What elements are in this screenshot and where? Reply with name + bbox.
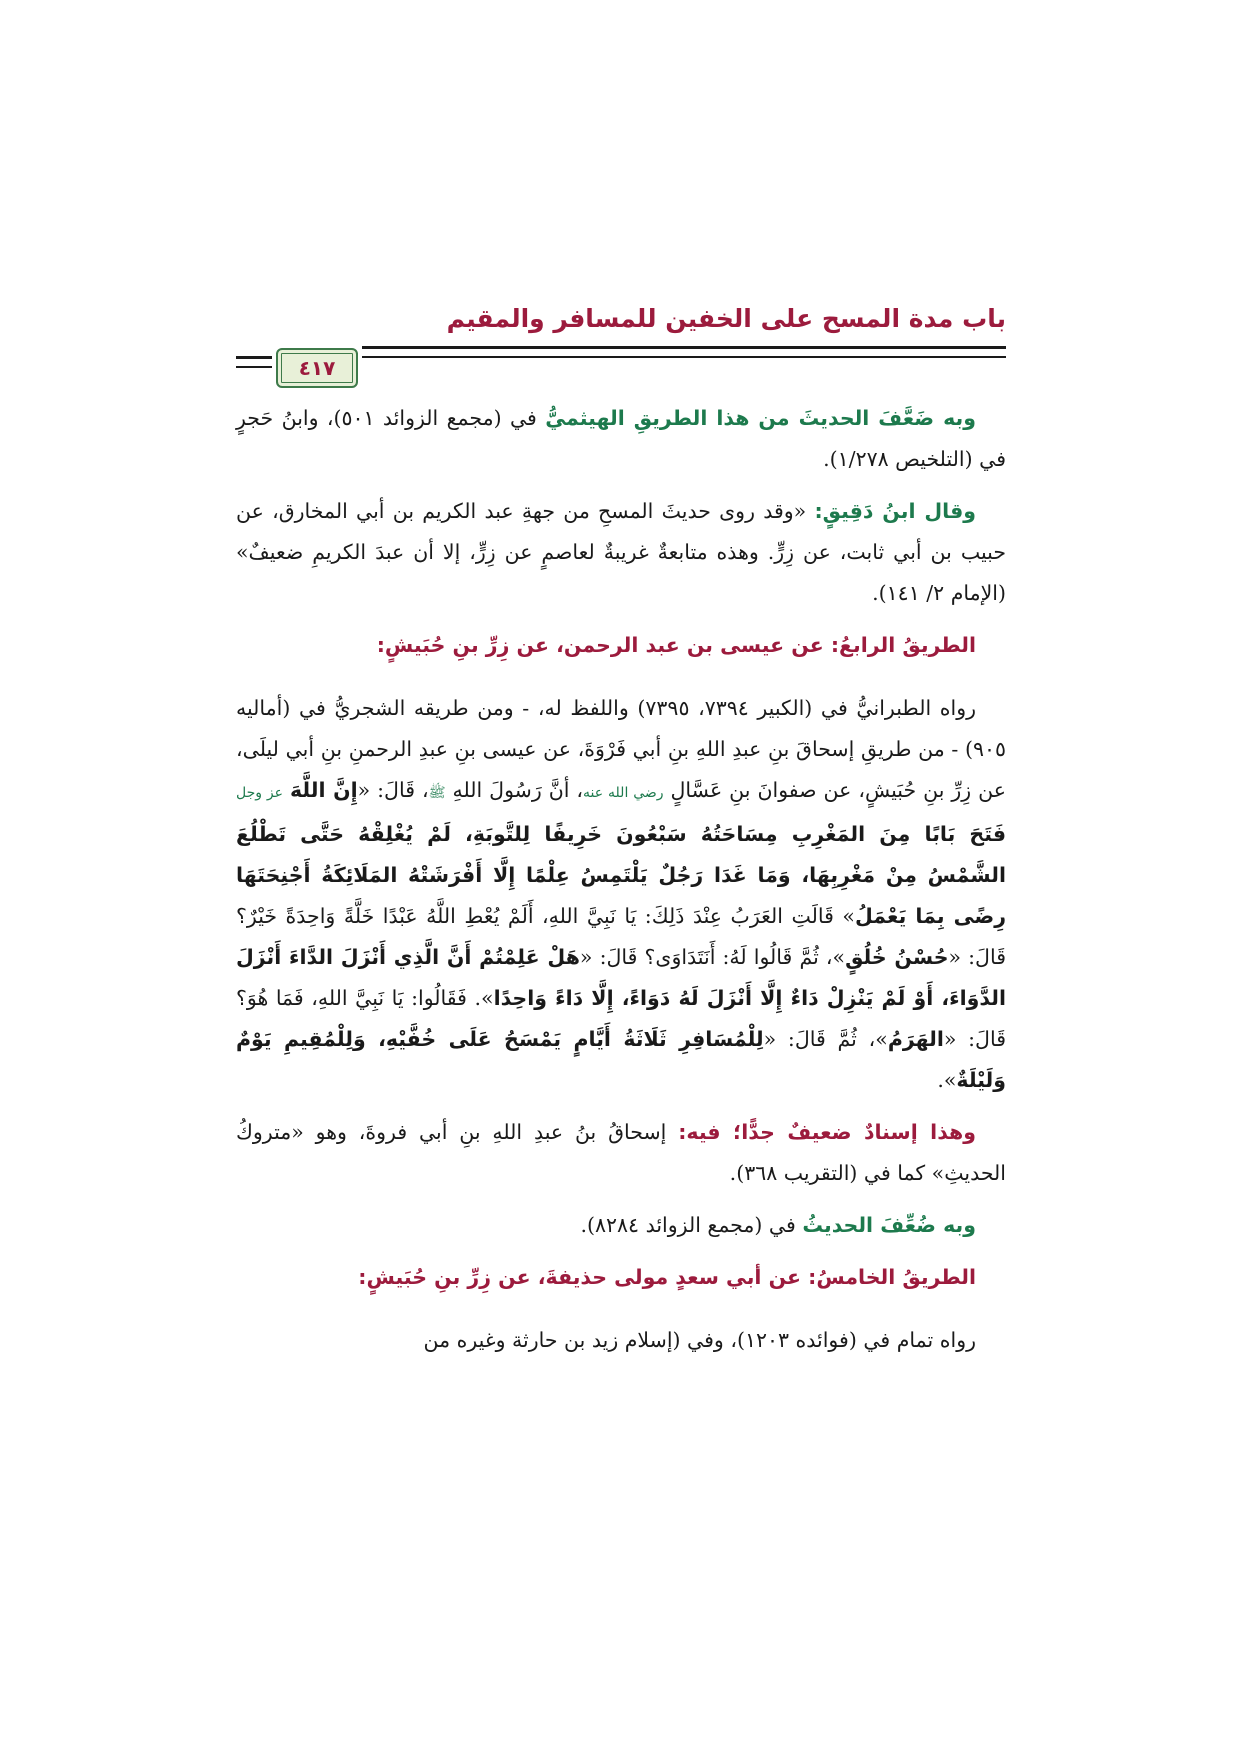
paragraph-5	[236, 1205, 1006, 1246]
header-rule-right-top	[362, 346, 1006, 349]
hadith-text: لِلْمُسَافِرِ ثَلَاثَةُ أَيَّامٍ يَمْسَحُ عَلَى خُفَّيْهِ، وَلِلْمُقِيمِ يَوْمٌ وَلَيْلَةٌ	[236, 1027, 1006, 1092]
paragraph-text: رواه تمام في (فوائده ١٢٠٣)، وفي (إسلام زيد بن حارثة وغيره من	[423, 1328, 976, 1352]
paragraph-text: ». فَقَالُوا: يَا نَبِيَّ اللهِ، فَمَا هُوَ؟ قَالَ: «	[236, 986, 1007, 1051]
paragraph-text: في (مجمع الزوائد ٨٢٨٤).	[580, 1213, 803, 1237]
paragraph-4	[236, 1112, 1006, 1194]
section-heading-5	[236, 1257, 1006, 1298]
paragraph-1	[236, 398, 1006, 480]
paragraph-6	[236, 1320, 1006, 1361]
page-body	[236, 398, 1006, 1372]
header-rule-left-top	[236, 356, 272, 359]
page-header	[236, 304, 1006, 390]
emphasis-lead: وبه ضُعِّفَ الحديثُ	[802, 1213, 976, 1237]
paragraph-text: »، ثُمَّ قَالَ: «	[763, 1027, 888, 1051]
paragraph-text: رواه الطبرانيُّ في (الكبير ٧٣٩٤، ٧٣٩٥) واللفظ له، - ومن طريقه الشجريُّ في (أماليه ٩٠٥) - من طريقِ إسحاقَ بنِ عبدِ اللهِ بنِ أبي فَرْوَةَ، عن عيسى بنِ عبدِ الرحمنِ بنِ أبي ليلَى، عن زِرِّ بنِ حُبَيشٍ، عن صفوانَ بنِ عَسَّالٍ	[236, 696, 1006, 802]
header-rule-left-bottom	[236, 366, 272, 368]
heading-text: الطريقُ الخامسُ: عن أبي سعدٍ مولى حذيفةَ، عن زِرِّ بنِ حُبَيشٍ:	[358, 1265, 976, 1289]
paragraph-3	[236, 688, 1006, 1101]
paragraph-text: ، قَالَ: «	[357, 778, 429, 802]
heading-text: الطريقُ الرابعُ: عن عيسى بن عبد الرحمن، عن زِرِّ بنِ حُبَيشٍ:	[376, 633, 976, 657]
section-heading-4	[236, 625, 1006, 666]
paragraph-text: »، ثُمَّ قَالُوا لَهُ: أَنَتَدَاوَى؟ قَالَ: «	[579, 945, 846, 969]
hadith-text: حُسْنُ خُلُقٍ	[845, 945, 949, 969]
paragraph-text: إسحاقُ بنُ عبدِ اللهِ بنِ أبي فروةَ، وهو «متروكُ الحديثِ» كما في (التقريب ٣٦٨).	[236, 1120, 1006, 1185]
hadith-text: الهَرَمُ	[887, 1027, 944, 1051]
header-rule-right-bottom	[362, 356, 1006, 358]
hadith-text: فَتَحَ بَابًا مِنَ المَغْرِبِ مِسَاحَتُهُ سَبْعُونَ خَرِيفًا لِلتَّوبَةِ، لَمْ يُغْلِقْهُ حَتَّى تَطْلُعَ الشَّمْسُ مِنْ مَغْرِبِهَا، وَمَا غَدَا رَجُلٌ يَلْتَمِسُ عِلْمًا إِلَّا أَفْرَشَتْهُ المَلَائِكَةُ أَجْنِحَتَهَا رِضًى بِمَا يَعْمَلُ	[236, 822, 1006, 928]
emphasis-lead: وهذا إسنادٌ ضعيفٌ جدًّا؛ فيه:	[678, 1120, 976, 1144]
honorific-salla: ﷺ	[428, 785, 446, 801]
hadith-text: هَلْ عَلِمْتُمْ أَنَّ الَّذِي أَنْزَلَ الدَّاءَ أَنْزَلَ الدَّوَاءَ، أَوْ لَمْ يَنْزِلْ دَاءٌ إِلَّا أَنْزَلَ لَهُ دَوَاءً، إِلَّا دَاءً وَاحِدًا	[236, 945, 1006, 1010]
page-number-badge: ٤١٧	[276, 348, 358, 388]
running-title: باب مدة المسح على الخفين للمسافر والمقيم	[446, 304, 1006, 333]
paragraph-text: «وقد روى حديثَ المسحِ من جهةِ عبد الكريم بن أبي المخارق، عن حبيب بن أبي ثابت، عن زِرٍّ. وهذه متابعةٌ غريبةٌ لعاصمٍ عن زِرٍّ، إلا أن عبدَ الكريمِ ضعيفٌ» (الإمام ٢/ ١٤١).	[236, 499, 1006, 605]
paragraph-text: » قَالَتِ العَرَبُ عِنْدَ ذَلِكَ: يَا نَبِيَّ اللهِ، أَلَمْ يُعْطِ اللَّهُ عَبْدًا خَلَّةً وَاحِدَةً خَيْرٌ؟ قَالَ: «	[236, 904, 1006, 969]
honorific-radi: رضي الله عنه	[583, 785, 664, 801]
paragraph-2	[236, 491, 1006, 614]
emphasis-lead: وبه ضَعَّفَ الحديثَ من هذا الطريقِ الهيثميُّ	[545, 406, 976, 430]
emphasis-lead: وقال ابنُ دَقِيقٍ:	[814, 499, 976, 523]
paragraph-text: في (مجمع الزوائد ٥٠١)، وابنُ حَجرٍ في (التلخيص ١/٢٧٨).	[236, 406, 1006, 471]
paragraph-text: ».	[937, 1068, 957, 1092]
paragraph-text: ، أنَّ رَسُولَ اللهِ	[445, 778, 584, 802]
hadith-text: إِنَّ اللَّهَ	[290, 778, 358, 802]
honorific-azza: عز وجل	[236, 785, 284, 801]
